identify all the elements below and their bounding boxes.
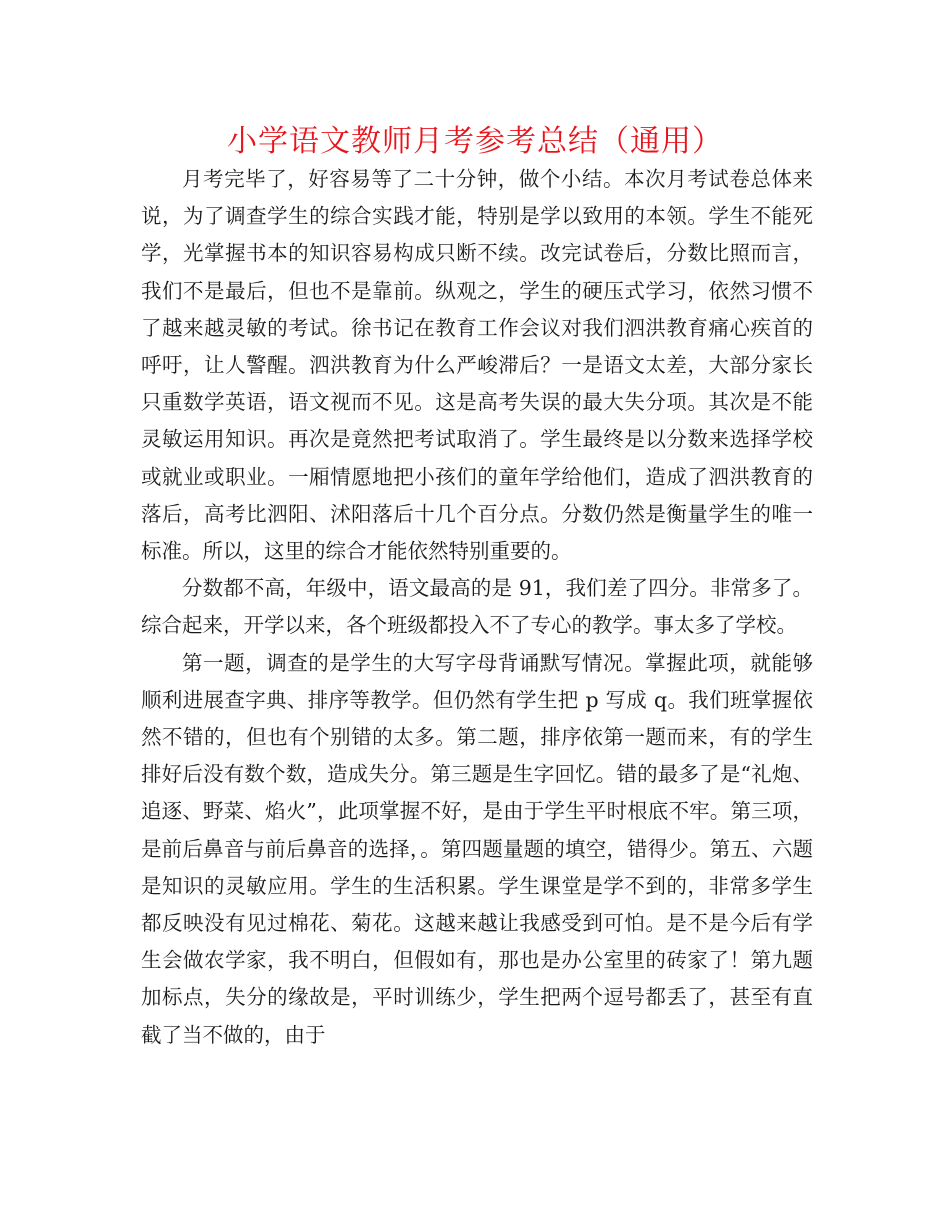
paragraph-3: 第一题，调查的是学生的大写字母背诵默写情况。掌握此项，就能够顺利进展查字典、排序等教学。但仍然有学生把 p 写成 q。我们班掌握依然不错的，但也有个别错的太多。第二题，排序依第一题而来，有的学生排好后没有数个数，造成失分。第三题是生字回忆。错的最多了是“礼炮、追逐、野菜、焰火”，此项掌握不好，是由于学生平时根底不牢。第三项，是前后鼻音与前后鼻音的选择，。第四题量题的填空，错得少。第五、六题是知识的灵敏应用。学生的生活积累。学生课堂是学不到的，非常多学生都反映没有见过棉花、菊花。这越来越让我感受到可怕。是不是今后有学生会做农学家，我不明白，但假如有，那也是办公室里的砖家了！第九题加标点，失分的缘故是，平时训练少，学生把两个逗号都丢了，甚至有直截了当不做的，由于	[141, 650, 813, 1047]
document-body	[141, 161, 813, 1054]
document-title: 小学语文教师月考参考总结（通用）	[227, 124, 723, 159]
paragraph-2: 分数都不高，年级中，语文最高的是 91，我们差了四分。非常多了。综合起来，开学以来，各个班级都投入不了专心的教学。事太多了学校。	[141, 576, 813, 638]
paragraph-1: 月考完毕了，好容易等了二十分钟，做个小结。本次月考试卷总体来说，为了调查学生的综合实践才能，特别是学以致用的本领。学生不能死学，光掌握书本的知识容易构成只断不续。改完试卷后，分数比照而言，我们不是最后，但也不是靠前。纵观之，学生的硬压式学习，依然习惯不了越来越灵敏的考试。徐书记在教育工作会议对我们泗洪教育痛心疾首的呼吁，让人警醒。泗洪教育为什么严峻滞后？一是语文太差，大部分家长只重数学英语，语文视而不见。这是高考失误的最大失分项。其次是不能灵敏运用知识。再次是竟然把考试取消了。学生最终是以分数来选择学校或就业或职业。一厢情愿地把小孩们的童年学给他们，造成了泗洪教育的落后，高考比泗阳、沭阳落后十几个百分点。分数仍然是衡量学生的唯一标准。所以，这里的综合才能依然特别重要的。	[141, 167, 813, 564]
